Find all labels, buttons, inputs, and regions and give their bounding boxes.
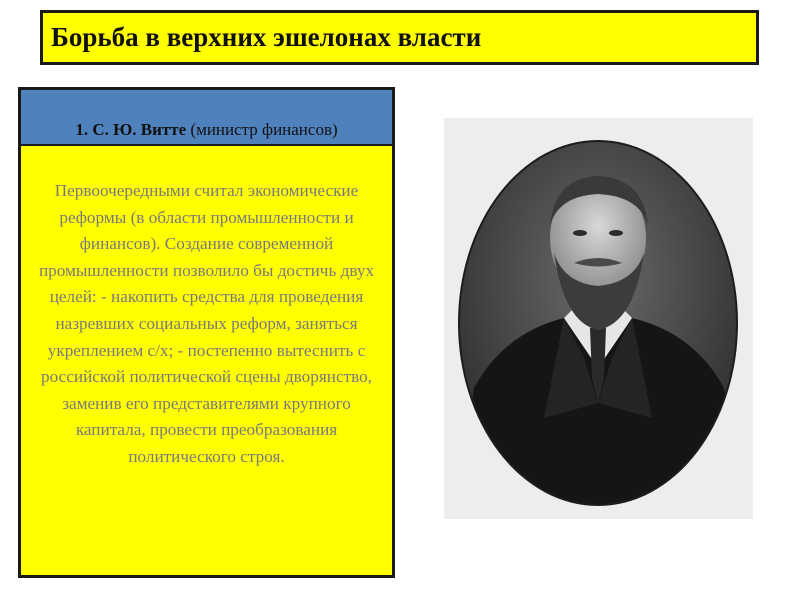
- portrait-photo: [444, 118, 753, 519]
- panel-header: [21, 90, 392, 146]
- oval-portrait-photo-icon: [444, 118, 753, 519]
- panel-header-role: (министр финансов): [186, 120, 338, 139]
- info-panel: [18, 87, 395, 578]
- panel-header-name: 1. С. Ю. Витте: [75, 120, 187, 139]
- slide-title-box: [40, 10, 759, 65]
- panel-body-text: Первоочередными считал экономические реформы (в области промышленности и финансов). Создание современной промышленности позволило бы достичь двух целей: - накопить средства для проведения назревших социальных реформ, заняться укреплением с/х; - постепенно вытеснить с российской политической сцены дворянство, заменив его представителями крупного капитала, провести преобразования политического строя.: [38, 181, 375, 466]
- slide-title: Борьба в верхних эшелонах власти: [51, 22, 482, 52]
